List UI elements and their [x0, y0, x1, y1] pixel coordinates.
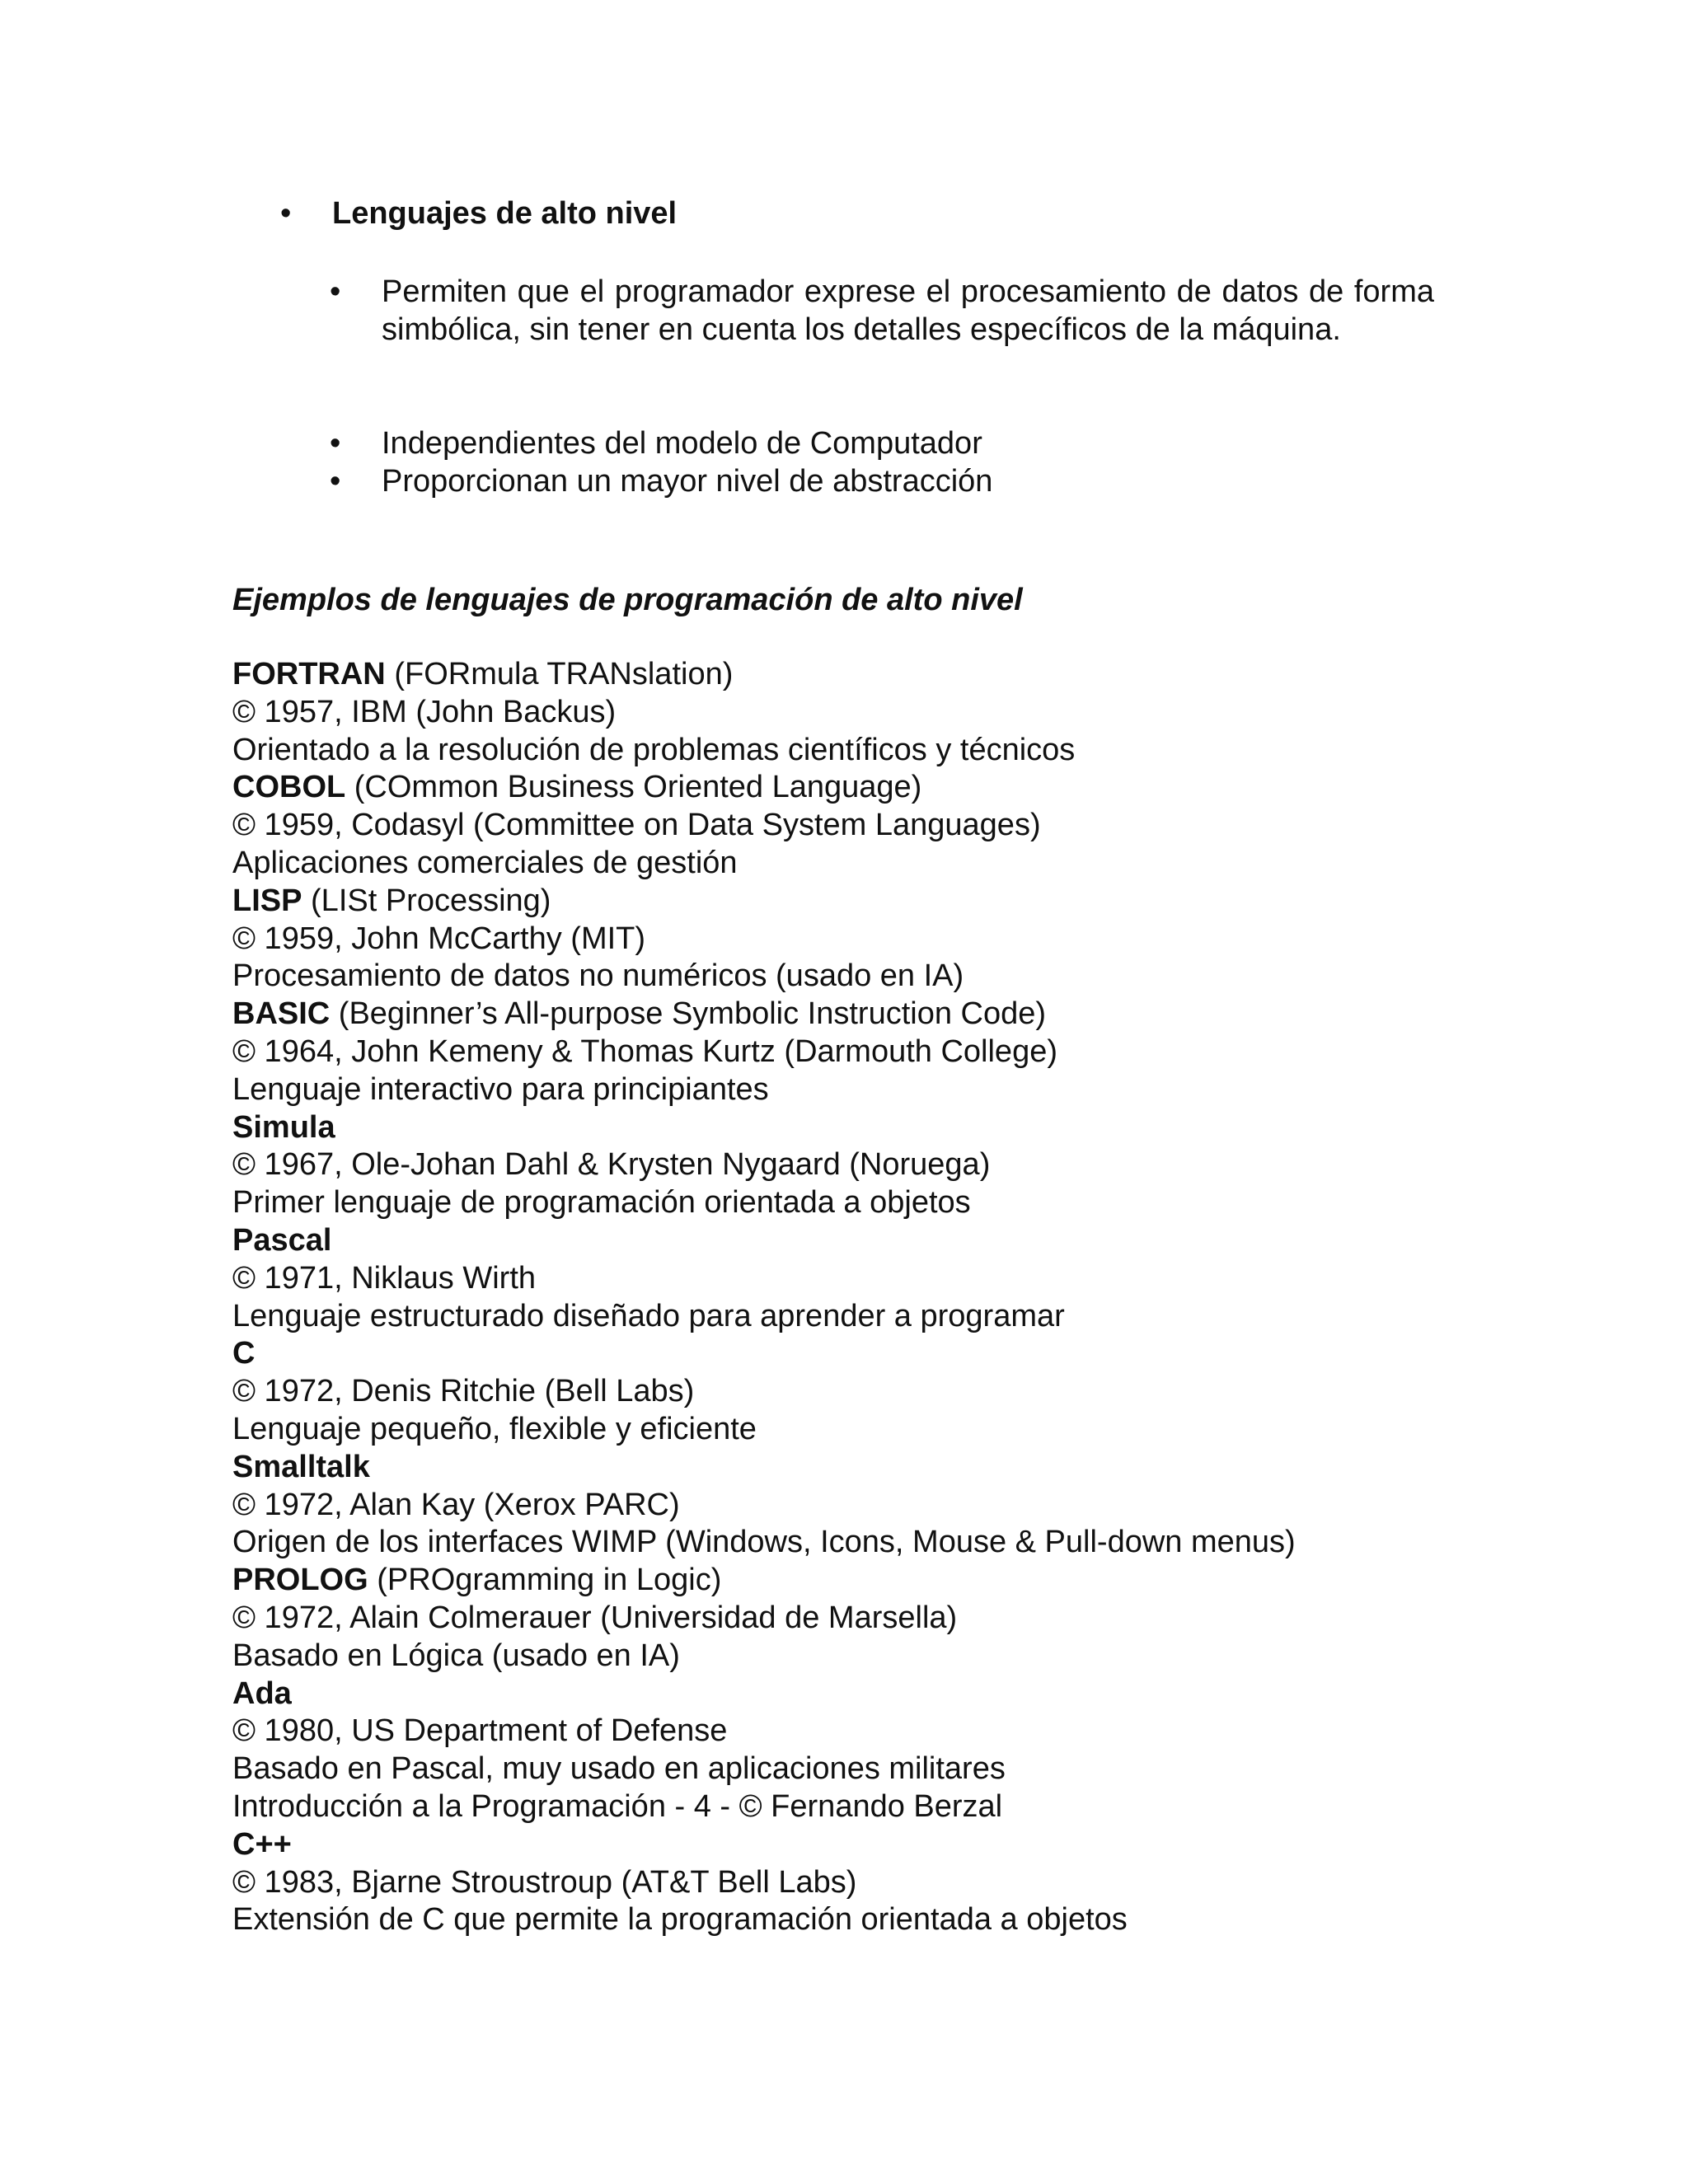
language-origin: © 1959, John McCarthy (MIT)	[232, 921, 646, 956]
language-list	[232, 656, 1518, 1939]
page-footer-text: Introducción a la Programación - 4 - © Fernando Berzal	[232, 1788, 1003, 1824]
language-description: Extensión de C que permite la programación orientada a objetos	[232, 1902, 1128, 1938]
language-name: C++	[232, 1826, 292, 1862]
language-description: Basado en Lógica (usado en IA)	[232, 1638, 680, 1673]
language-description: Lenguaje estructurado diseñado para aprender a programar	[232, 1298, 1065, 1333]
language-name: LISP	[232, 883, 302, 918]
language-description: Procesamiento de datos no numéricos (usado en IA)	[232, 958, 964, 994]
language-expansion: (LISt Processing)	[302, 883, 551, 918]
language-origin: © 1957, IBM (John Backus)	[232, 694, 617, 729]
language-description: Aplicaciones comerciales de gestión	[232, 845, 738, 880]
bullet-icon: •	[330, 426, 341, 461]
point-list-first	[330, 273, 1434, 349]
language-description: Primer lenguaje de programación orientada a objetos	[232, 1185, 971, 1221]
language-name-line	[232, 1449, 1518, 1487]
language-origin: © 1980, US Department of Defense	[232, 1713, 728, 1749]
language-name: COBOL	[232, 770, 346, 805]
language-name: PROLOG	[232, 1563, 368, 1598]
language-name: FORTRAN	[232, 657, 386, 691]
language-origin: © 1971, Niklaus Wirth	[232, 1260, 537, 1296]
language-name: Pascal	[232, 1222, 332, 1258]
language-name: C	[232, 1336, 256, 1371]
language-name-line	[232, 1675, 1518, 1713]
language-description: Origen de los interfaces WIMP (Windows, Icons, Mouse & Pull-down menus)	[232, 1525, 1296, 1560]
language-name-line	[232, 1222, 1518, 1260]
language-description: Orientado a la resolución de problemas científicos y técnicos	[232, 732, 1076, 767]
language-origin: © 1983, Bjarne Stroustroup (AT&T Bell Labs)	[232, 1864, 857, 1900]
language-name: Simula	[232, 1109, 335, 1145]
language-name-line	[232, 1562, 1518, 1600]
language-name-line	[232, 996, 1518, 1033]
examples-title: Ejemplos de lenguajes de programación de alto nivel	[232, 583, 1023, 617]
bullet-icon: •	[330, 464, 341, 499]
language-origin: © 1972, Denis Ritchie (Bell Labs)	[232, 1374, 695, 1409]
language-name-line	[232, 1335, 1518, 1373]
language-name: Smalltalk	[232, 1449, 370, 1484]
language-description: Basado en Pascal, muy usado en aplicaciones militares	[232, 1751, 1006, 1787]
language-name: BASIC	[232, 996, 331, 1032]
point-text: Proporcionan un mayor nivel de abstracción	[382, 464, 993, 499]
language-expansion: (COmmon Business Oriented Language)	[345, 770, 922, 805]
language-name: Ada	[232, 1675, 292, 1711]
language-name-line	[232, 656, 1518, 694]
language-origin: © 1959, Codasyl (Committee on Data System Languages)	[232, 808, 1041, 843]
language-name-line	[232, 1109, 1518, 1147]
language-description: Lenguaje interactivo para principiantes	[232, 1071, 769, 1107]
language-expansion: (FORmula TRANslation)	[385, 657, 734, 691]
section-heading-text: Lenguajes de alto nivel	[332, 196, 678, 231]
language-name-line	[232, 883, 1518, 921]
language-expansion: (PROgramming in Logic)	[368, 1563, 722, 1598]
list-item	[330, 462, 1434, 500]
list-item	[330, 273, 1434, 349]
language-origin: © 1967, Ole-Johan Dahl & Krysten Nygaard (Noruega)	[232, 1147, 991, 1183]
language-origin: © 1972, Alain Colmerauer (Universidad de Marsella)	[232, 1600, 958, 1635]
point-list-second	[330, 424, 1434, 500]
point-text: Independientes del modelo de Computador	[382, 426, 982, 461]
bullet-icon: •	[330, 274, 341, 309]
bullet-icon: •	[280, 196, 292, 231]
list-item	[330, 424, 1434, 462]
language-origin: © 1964, John Kemeny & Thomas Kurtz (Darmouth College)	[232, 1033, 1057, 1069]
language-origin: © 1972, Alan Kay (Xerox PARC)	[232, 1487, 680, 1522]
language-expansion: (Beginner’s All-purpose Symbolic Instruction Code)	[330, 996, 1047, 1032]
section-heading	[280, 194, 677, 232]
language-description: Lenguaje pequeño, flexible y eficiente	[232, 1411, 757, 1446]
language-name-line	[232, 769, 1518, 807]
language-name-line	[232, 1826, 1518, 1864]
point-text: Permiten que el programador exprese el procesamiento de datos de forma simbólica, sin tener en cuenta los detalles específicos de la máquina.	[382, 274, 1434, 347]
